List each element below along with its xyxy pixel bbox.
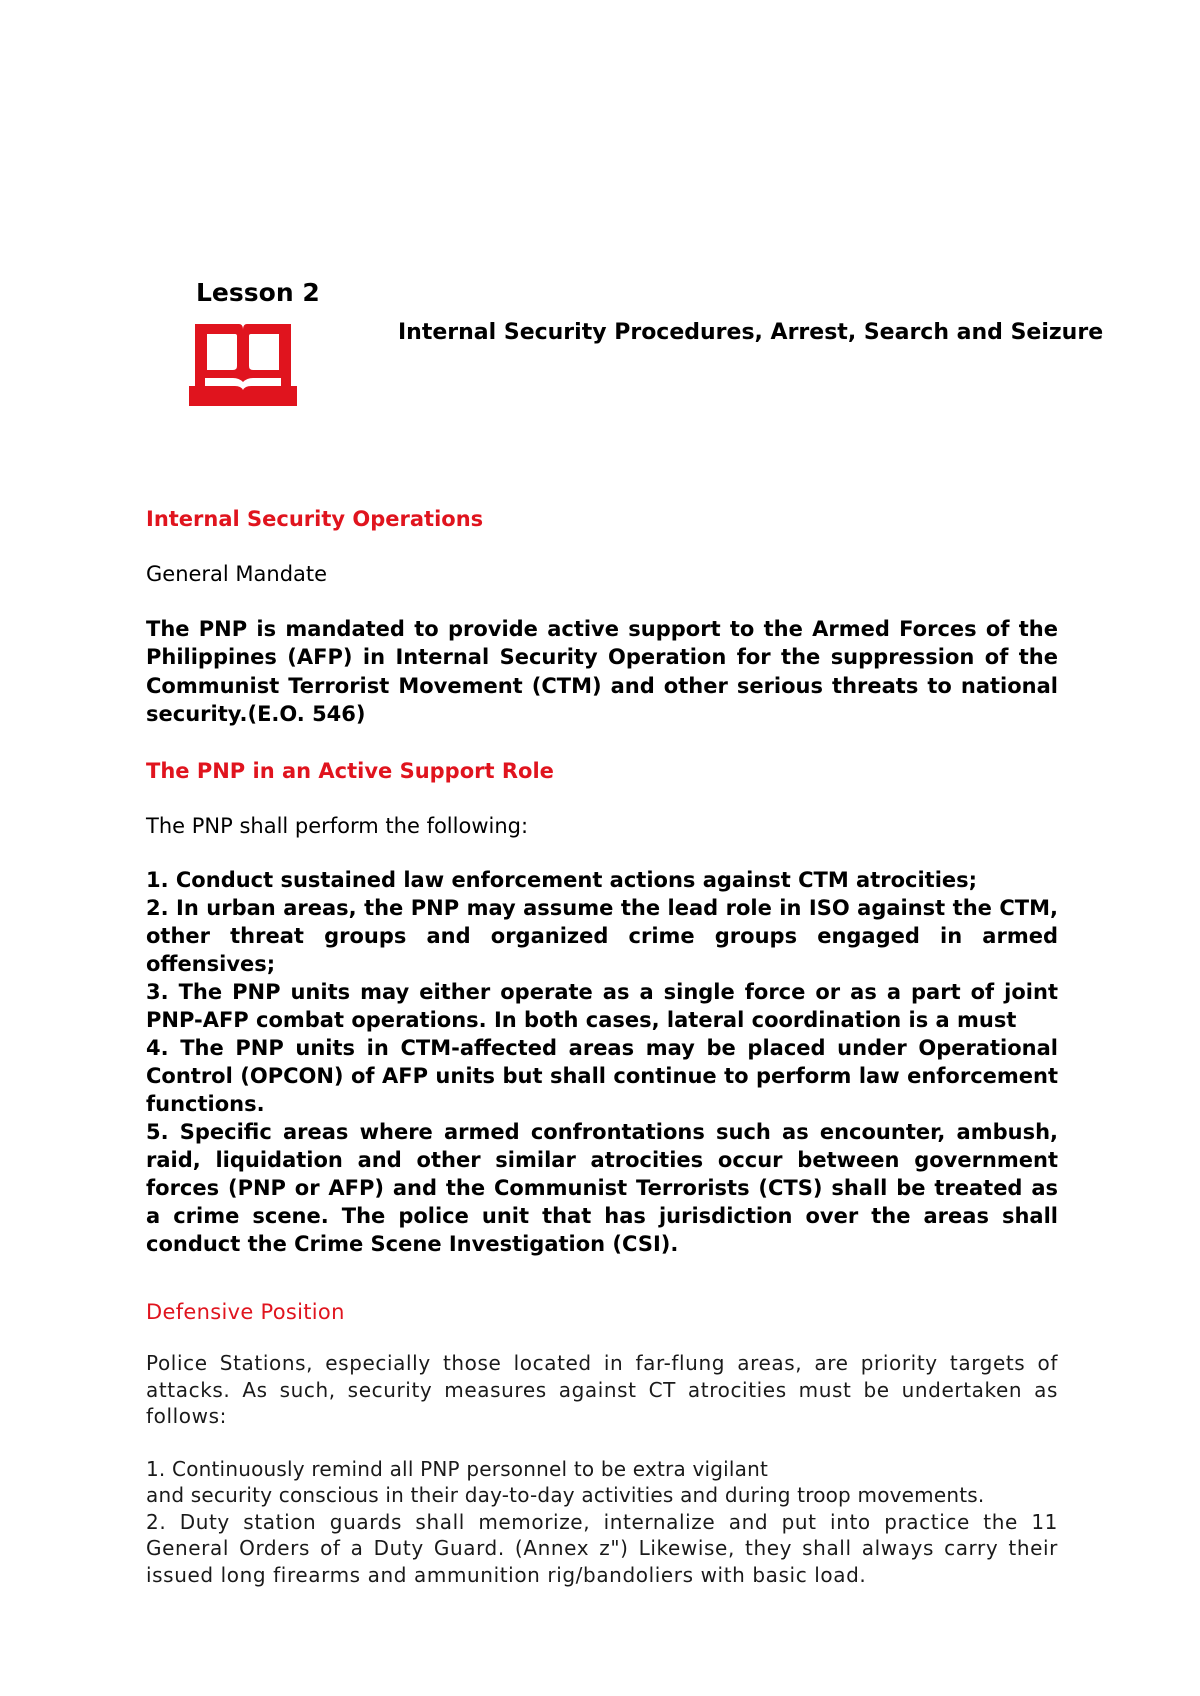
defensive-item-1-line-2: and security conscious in their day-to-day activities and during troop movements. (146, 1483, 985, 1507)
list-item: 1. Conduct sustained law enforcement actions against CTM atrocities; (146, 868, 978, 892)
list-item: 2. In urban areas, the PNP may assume the lead role in ISO against the CTM, other threat groups and organized crime groups engaged in armed offensives; (146, 896, 1058, 976)
list-item: 3. The PNP units may either operate as a single force or as a part of joint PNP-AFP combat operations. In both cases, lateral coordination is a must (146, 980, 1058, 1032)
book-icon (189, 320, 297, 406)
document-body (146, 505, 1058, 1588)
defensive-position-heading: Defensive Position (146, 1300, 345, 1324)
lesson-label: Lesson 2 (196, 278, 320, 307)
general-mandate-paragraph: The PNP is mandated to provide active support to the Armed Forces of the Philippines (AFP) in Internal Security Operation for the suppression of the Communist Terrorist Movement (CTM) and other serious threats to national security.(E.O. 546) (146, 616, 1058, 726)
defensive-item-1-line-1: 1. Continuously remind all PNP personnel to be extra vigilant (146, 1456, 769, 1481)
active-support-list (146, 866, 1058, 1258)
defensive-position-paragraph: Police Stations, especially those located in far-flung areas, are priority targets of attacks. As such, security measures against CT atrocities must be undertaken as follows: (146, 1351, 1058, 1428)
list-item: 4. The PNP units in CTM-affected areas may be placed under Operational Control (OPCON) of AFP units but shall continue to perform law enforcement functions. (146, 1036, 1058, 1116)
general-mandate-subheading: General Mandate (146, 562, 328, 586)
active-support-intro: The PNP shall perform the following: (146, 813, 529, 838)
list-item: 5. Specific areas where armed confrontations such as encounter, ambush, raid, liquidation and other similar atrocities occur between government forces (PNP or AFP) and the Communist Terrorists (CTS) shall be treated as a crime scene. The police unit that has jurisdiction over the areas shall conduct the Crime Scene Investigation (CSI). (146, 1120, 1058, 1256)
lesson-title: Internal Security Procedures, Arrest, Search and Seizure (398, 320, 1104, 345)
internal-security-heading: Internal Security Operations (146, 507, 484, 531)
defensive-item-2: 2. Duty station guards shall memorize, internalize and put into practice the 11 General Orders of a Duty Guard. (Annex z") Likewise, they shall always carry their issued long firearms and ammunition rig/bandoliers with basic load. (146, 1509, 1058, 1587)
active-support-heading: The PNP in an Active Support Role (146, 758, 554, 783)
